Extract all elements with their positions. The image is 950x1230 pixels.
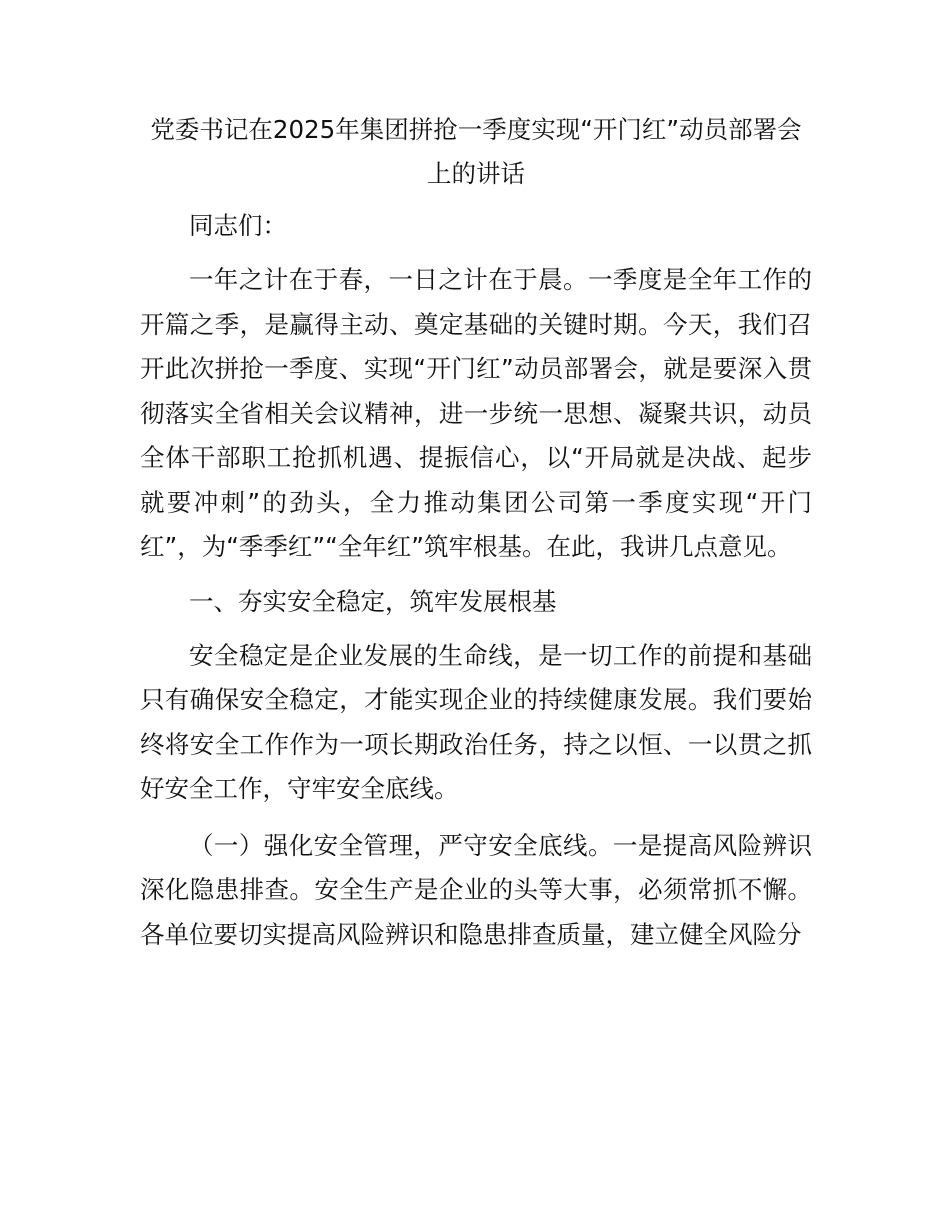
document-title: 党委书记在2025年集团拼抢一季度实现“开门红”动员部署会上的讲话: [150, 115, 802, 188]
paragraph-intro: 一年之计在于春，一日之计在于晨。一季度是全年工作的开篇之季，是赢得主动、奠定基础的关键时期。今天，我们召开此次拼抢一季度、实现“开门红”动员部署会，就是要深入贯彻落实全省相关会议精神，进一步统一思想、凝聚共识，动员全体干部职工抢抓机遇、提振信心，以“开局就是决战、起步就要冲刺”的劲头，全力推动集团公司第一季度实现“开门红”，为“季季红”“全年红”筑牢根基。在此，我讲几点意见。: [140, 265, 812, 561]
paragraph-subsection-1: （一）强化安全管理，严守安全底线。一是提高风险辨识深化隐患排查。安全生产是企业的头等大事，必须常抓不懈。各单位要切实提高风险辨识和隐患排查质量，建立健全风险分: [140, 830, 812, 949]
greeting: 同志们：: [189, 211, 287, 240]
document-page: [140, 108, 812, 969]
paragraph-safety: 安全稳定是企业发展的生命线，是一切工作的前提和基础只有确保安全稳定，才能实现企业的持续健康发展。我们要始终将安全工作作为一项长期政治任务，持之以恒、一以贯之抓好安全工作，守牢安全底线。: [140, 640, 812, 803]
section-heading-1: 一、夯实安全稳定，筑牢发展根基: [189, 586, 557, 616]
